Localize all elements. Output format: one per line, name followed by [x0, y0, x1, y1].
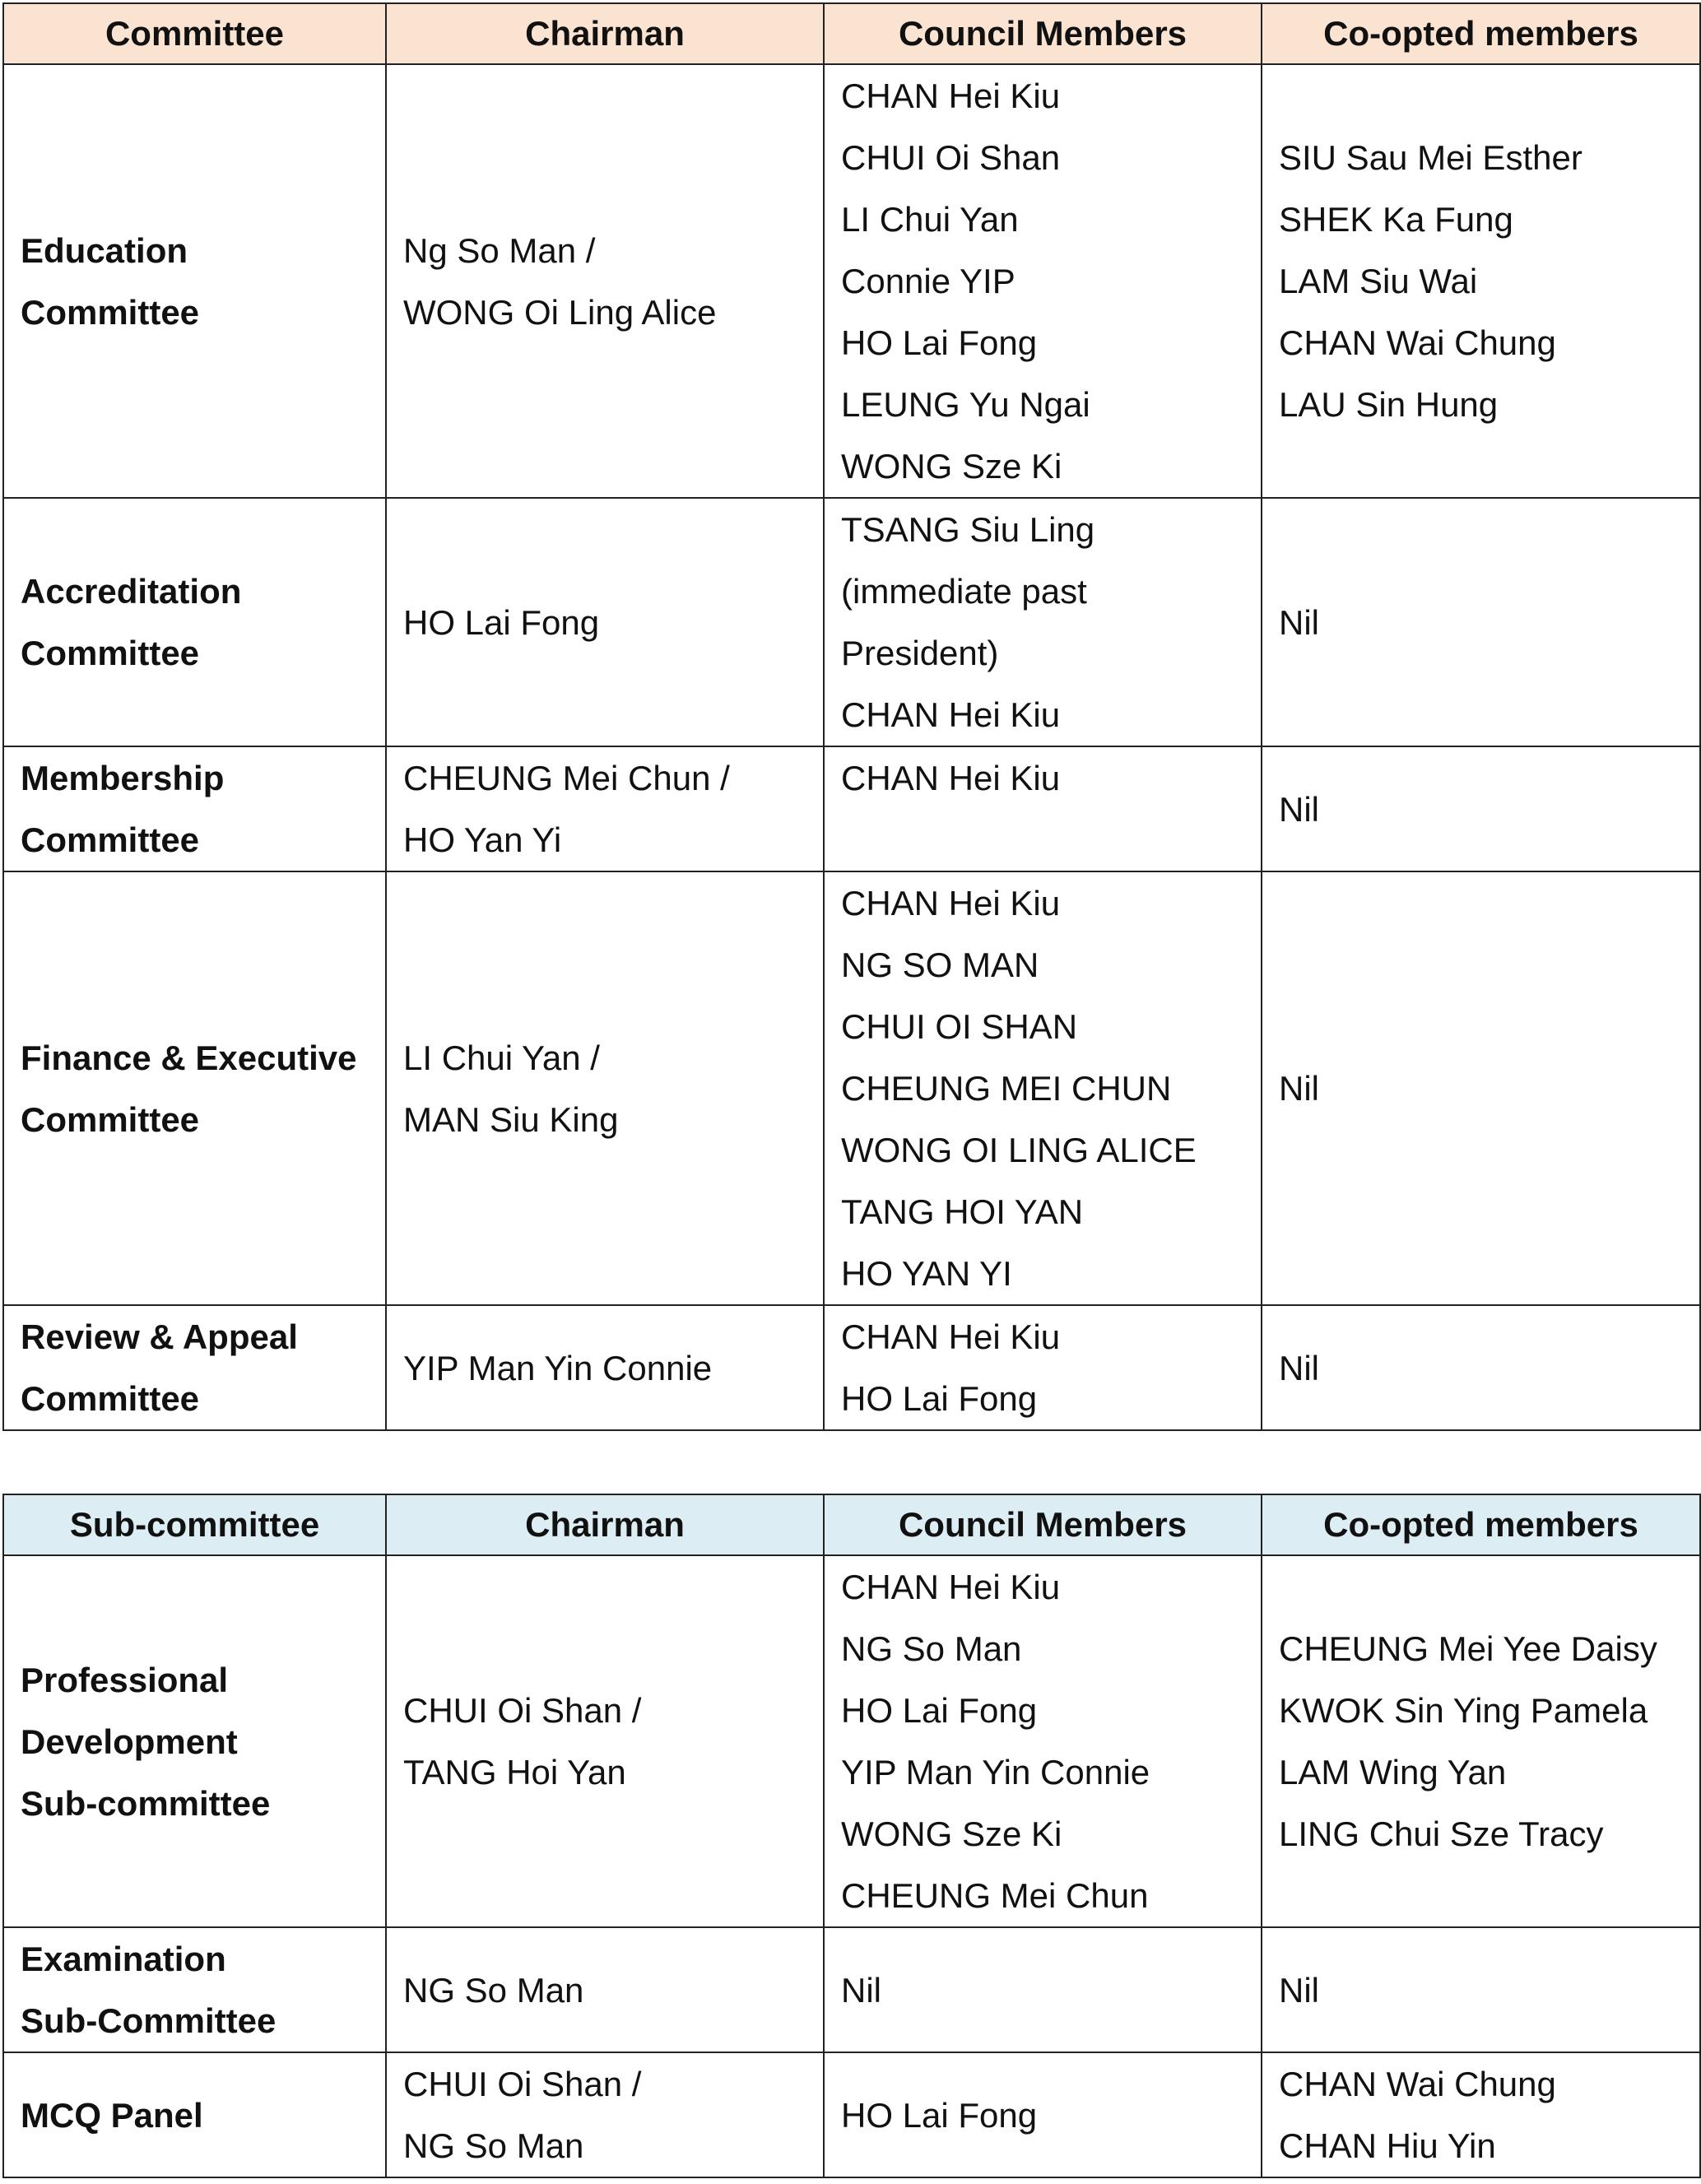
table-row: [3, 498, 1700, 746]
header-chairman: Chairman: [386, 3, 824, 64]
chairman-cell: [386, 871, 824, 1305]
text-line: CHAN Hei Kiu: [841, 884, 1061, 922]
text-line: Sub-Committee: [21, 2001, 277, 2040]
text-line: Nil: [1279, 789, 1319, 829]
header-council-members: Council Members: [824, 1494, 1262, 1555]
text-line: Committee: [21, 634, 200, 672]
text-line: TANG HOI YAN: [841, 1192, 1084, 1231]
text-line: CHAN Hei Kiu: [841, 1568, 1061, 1606]
header-council-members: Council Members: [824, 3, 1262, 64]
text-line: LAM Wing Yan: [1279, 1753, 1507, 1791]
text-line: CHAN Hiu Yin: [1279, 2126, 1496, 2165]
text-line: NG So Man: [841, 1629, 1022, 1668]
table-row: [3, 1305, 1700, 1430]
chairman-cell: [386, 1555, 824, 1927]
council-members-cell: [824, 746, 1262, 871]
text-line: Committee: [21, 1379, 200, 1418]
table-row: [3, 64, 1700, 498]
text-line: (immediate past: [841, 572, 1087, 611]
coopted-members-cell: [1262, 1305, 1700, 1430]
text-line: CHAN Hei Kiu: [841, 77, 1061, 115]
text-line: HO Lai Fong: [841, 2095, 1038, 2135]
text-line: HO Lai Fong: [841, 1379, 1038, 1418]
text-line: WONG Sze Ki: [841, 1815, 1062, 1853]
coopted-members-cell: [1262, 1555, 1700, 1927]
text-line: HO YAN YI: [841, 1254, 1012, 1293]
text-line: CHUI Oi Shan /: [403, 1691, 642, 1730]
text-line: CHUI Oi Shan: [841, 138, 1061, 177]
text-line: HO Yan Yi: [403, 820, 562, 859]
text-line: YIP Man Yin Connie: [841, 1753, 1150, 1791]
text-line: CHEUNG MEI CHUN: [841, 1069, 1172, 1108]
committee-name: [3, 64, 386, 498]
text-line: LAU Sin Hung: [1279, 385, 1499, 424]
coopted-members-cell: [1262, 2052, 1700, 2177]
text-line: WONG Sze Ki: [841, 447, 1062, 486]
table-row: [3, 2052, 1700, 2177]
text-line: Committee: [21, 292, 200, 332]
text-line: Nil: [841, 1970, 881, 2010]
header-committee: Committee: [3, 3, 386, 64]
header-row: [3, 3, 1700, 64]
subcommittee-name: [3, 1927, 386, 2052]
header-coopted-members: Co-opted members: [1262, 1494, 1700, 1555]
text-line: HO Lai Fong: [841, 1691, 1038, 1730]
committee-name: [3, 1305, 386, 1430]
text-line: WONG OI LING ALICE: [841, 1131, 1197, 1169]
table-row: [3, 746, 1700, 871]
text-line: MAN Siu King: [403, 1099, 619, 1139]
header-subcommittee: Sub-committee: [3, 1494, 386, 1555]
committee-name: [3, 871, 386, 1305]
text-line: CHEUNG Mei Chun /: [403, 759, 730, 797]
text-line: LI Chui Yan /: [403, 1038, 600, 1077]
text-line: LI Chui Yan: [841, 200, 1019, 239]
subcommittee-name: [3, 2052, 386, 2177]
text-line: TANG Hoi Yan: [403, 1753, 626, 1791]
text-line: CHEUNG Mei Yee Daisy: [1279, 1629, 1657, 1668]
council-members-cell: [824, 2052, 1262, 2177]
text-line: NG So Man: [403, 1970, 584, 2010]
text-line: CHAN Hei Kiu: [841, 759, 1061, 797]
text-line: Development: [21, 1722, 238, 1761]
text-line: NG SO MAN: [841, 946, 1039, 984]
text-line: KWOK Sin Ying Pamela: [1279, 1691, 1648, 1730]
text-line: Accreditation: [21, 572, 242, 611]
text-line: Professional: [21, 1660, 229, 1699]
text-line: SIU Sau Mei Esther: [1279, 138, 1582, 177]
text-line: Nil: [1279, 1970, 1319, 2010]
coopted-members-cell: [1262, 871, 1700, 1305]
text-line: CHAN Hei Kiu: [841, 1317, 1061, 1356]
text-line: CHEUNG Mei Chun: [841, 1876, 1149, 1915]
text-line: Connie YIP: [841, 262, 1015, 300]
text-line: SHEK Ka Fung: [1279, 200, 1513, 239]
subcommittee-name: [3, 1555, 386, 1927]
chairman-cell: [386, 498, 824, 746]
coopted-members-cell: [1262, 746, 1700, 871]
table-row: [3, 1927, 1700, 2052]
header-coopted-members: Co-opted members: [1262, 3, 1700, 64]
chairman-cell: [386, 1927, 824, 2052]
text-line: Nil: [1279, 1348, 1319, 1387]
table-row: [3, 871, 1700, 1305]
text-line: LEUNG Yu Ngai: [841, 385, 1090, 424]
text-line: President): [841, 634, 999, 672]
text-line: TSANG Siu Ling: [841, 510, 1095, 549]
council-members-cell: [824, 871, 1262, 1305]
text-line: Ng So Man /: [403, 230, 596, 270]
text-line: CHAN Wai Chung: [1279, 323, 1556, 362]
council-members-cell: [824, 1305, 1262, 1430]
chairman-cell: [386, 1305, 824, 1430]
text-line: Nil: [1279, 602, 1319, 642]
chairman-cell: [386, 2052, 824, 2177]
committee-table: [2, 2, 1701, 1431]
committee-name: [3, 498, 386, 746]
text-line: YIP Man Yin Connie: [403, 1348, 713, 1387]
subcommittee-table: [2, 1494, 1701, 2178]
text-line: LAM Siu Wai: [1279, 262, 1478, 300]
text-line: Examination: [21, 1940, 226, 1978]
text-line: Committee: [21, 820, 200, 859]
text-line: CHAN Hei Kiu: [841, 695, 1061, 734]
header-chairman: Chairman: [386, 1494, 824, 1555]
text-line: NG So Man: [403, 2126, 584, 2165]
council-members-cell: [824, 64, 1262, 498]
chairman-cell: [386, 746, 824, 871]
text-line: Nil: [1279, 1069, 1319, 1108]
coopted-members-cell: [1262, 498, 1700, 746]
text-line: WONG Oi Ling Alice: [403, 292, 717, 332]
text-line: HO Lai Fong: [841, 323, 1038, 362]
coopted-members-cell: [1262, 64, 1700, 498]
text-line: CHUI Oi Shan /: [403, 2065, 642, 2103]
text-line: Sub-committee: [21, 1783, 271, 1823]
coopted-members-cell: [1262, 1927, 1700, 2052]
text-line: HO Lai Fong: [403, 602, 600, 642]
committee-name: [3, 746, 386, 871]
header-row: [3, 1494, 1700, 1555]
text-line: Finance & Executive: [21, 1038, 357, 1077]
text-line: Review & Appeal: [21, 1317, 298, 1356]
text-line: Committee: [21, 1099, 200, 1139]
text-line: LING Chui Sze Tracy: [1279, 1815, 1604, 1853]
council-members-cell: [824, 1927, 1262, 2052]
table-row: [3, 1555, 1700, 1927]
text-line: Membership: [21, 759, 225, 797]
council-members-cell: [824, 1555, 1262, 1927]
text-line: MCQ Panel: [21, 2095, 203, 2135]
council-members-cell: [824, 498, 1262, 746]
text-line: CHAN Wai Chung: [1279, 2065, 1556, 2103]
text-line: Education: [21, 230, 188, 270]
chairman-cell: [386, 64, 824, 498]
text-line: CHUI OI SHAN: [841, 1007, 1078, 1046]
